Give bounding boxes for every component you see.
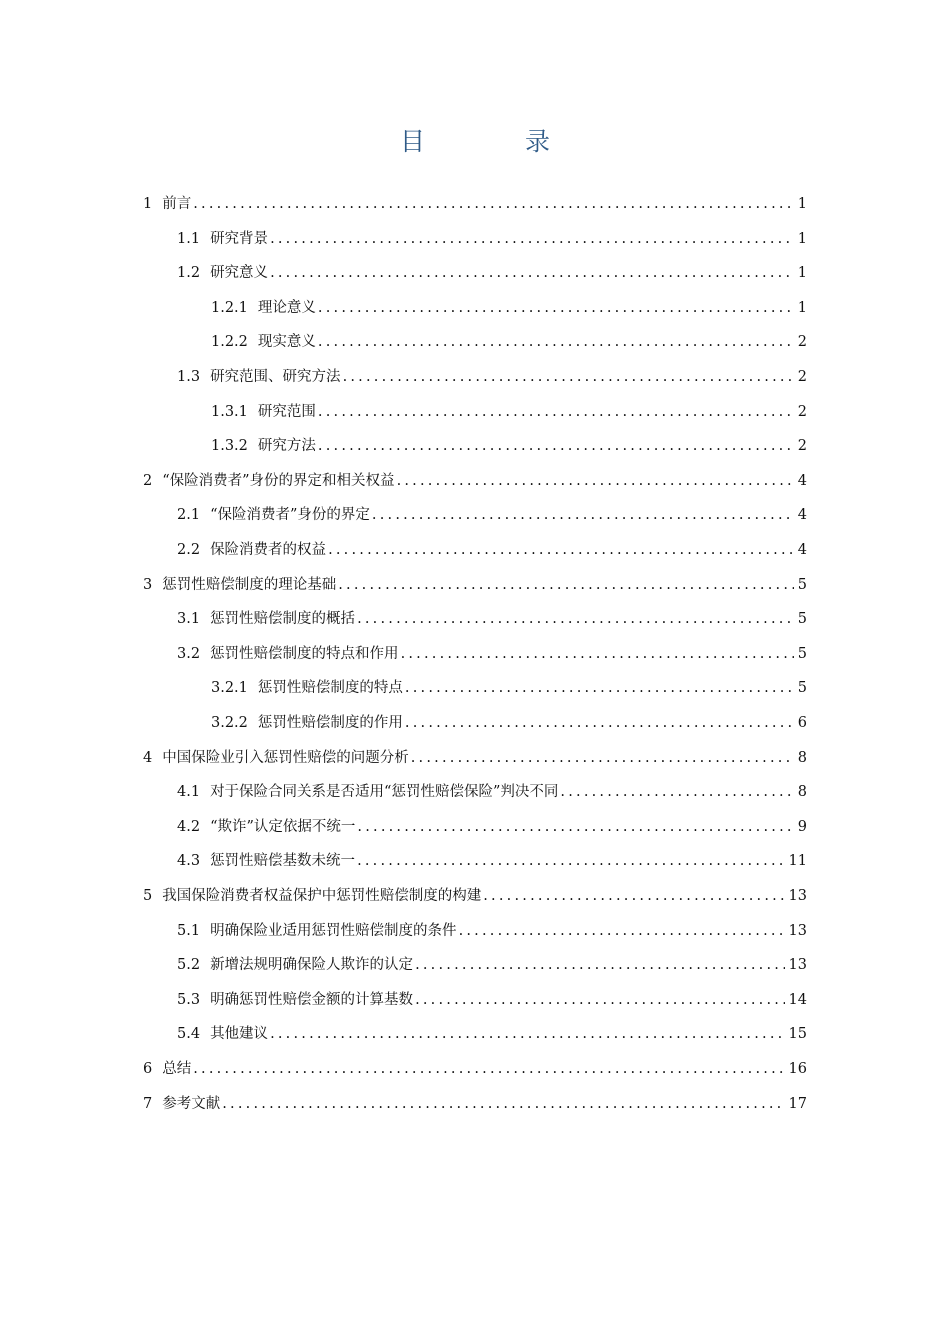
toc-entry-title: 明确惩罚性赔偿金额的计算基数 <box>210 991 414 1008</box>
toc-entry-title: 惩罚性赔偿制度的理论基础 <box>162 576 337 593</box>
toc-entry-number: 4 <box>143 749 153 766</box>
toc-dot-leader <box>415 990 784 1010</box>
toc-entry[interactable] <box>143 1052 807 1086</box>
toc-dot-leader <box>411 748 794 768</box>
toc-title: 目 录 <box>400 127 596 156</box>
toc-entry-number: 2 <box>143 472 153 489</box>
toc-entry[interactable] <box>177 533 807 567</box>
toc-entry-title: 惩罚性赔偿制度的作用 <box>257 715 403 731</box>
toc-entry-number: 1.2 <box>177 265 201 282</box>
toc-entry[interactable] <box>177 498 807 532</box>
toc-dot-leader <box>318 436 794 456</box>
toc-dot-leader <box>338 575 794 595</box>
toc-entry[interactable] <box>177 775 807 809</box>
toc-entry-page-number: 8 <box>797 784 807 801</box>
toc-entry-title: 现实意义 <box>257 334 316 351</box>
toc-entry-page-number: 13 <box>788 957 807 974</box>
toc-entry[interactable] <box>211 395 807 429</box>
toc-dot-leader <box>415 955 784 975</box>
toc-entry-page-number: 8 <box>797 749 807 766</box>
toc-entry[interactable] <box>143 464 807 498</box>
toc-entry-number: 1.3 <box>177 369 201 385</box>
toc-entry-number: 5.1 <box>177 922 201 939</box>
toc-entry-page-number: 1 <box>797 299 807 316</box>
toc-entry-title: 其他建议 <box>210 1026 269 1043</box>
toc-entry[interactable] <box>211 671 807 705</box>
toc-entry[interactable] <box>143 187 807 221</box>
toc-dot-leader <box>483 886 784 906</box>
toc-entry-title: 研究意义 <box>210 265 269 282</box>
toc-entry[interactable] <box>177 810 807 844</box>
toc-dot-leader <box>270 263 794 283</box>
toc-entry-title: 惩罚性赔偿制度的概括 <box>210 611 356 628</box>
toc-entry-title: 研究范围 <box>257 403 316 420</box>
toc-entry-number: 5.3 <box>177 991 201 1008</box>
toc-entry-number: 5 <box>143 888 153 904</box>
toc-entry-title: 惩罚性赔偿制度的特点 <box>257 680 403 697</box>
toc-entry[interactable] <box>177 602 807 636</box>
toc-dot-leader <box>405 678 794 698</box>
toc-entry-number: 1.2.1 <box>211 299 248 316</box>
toc-entry[interactable] <box>143 879 807 913</box>
toc-dot-leader <box>270 229 794 249</box>
toc-dot-leader <box>405 713 794 733</box>
toc-entry[interactable] <box>177 637 807 671</box>
toc-dot-leader <box>318 298 794 318</box>
toc-entry-number: 3.1 <box>177 611 201 628</box>
toc-entry-page-number: 5 <box>797 611 807 628</box>
toc-entry-page-number: 16 <box>788 1061 807 1077</box>
toc-entry-number: 1.3.1 <box>211 403 248 420</box>
toc-entry-title: 前言 <box>162 196 192 212</box>
toc-entry-number: 4.1 <box>177 784 201 801</box>
toc-entry-title: “保险消费者”身份的界定和相关权益 <box>162 472 395 489</box>
toc-entry-page-number: 9 <box>797 818 807 835</box>
toc-entry-title: 明确保险业适用惩罚性赔偿制度的条件 <box>210 922 457 939</box>
toc-entry-page-number: 4 <box>797 507 807 524</box>
toc-entry-page-number: 2 <box>797 438 807 455</box>
toc-entry-title: “保险消费者”身份的界定 <box>210 507 370 524</box>
toc-dot-leader <box>328 540 794 560</box>
toc-entry-page-number: 1 <box>797 196 807 212</box>
toc-entry[interactable] <box>177 844 807 878</box>
toc-entry-number: 4.2 <box>177 818 201 835</box>
toc-entry-title: 保险消费者的权益 <box>210 542 327 558</box>
toc-entry-number: 3.2.2 <box>211 715 248 731</box>
toc-entry[interactable] <box>177 1017 807 1051</box>
toc-entry-page-number: 2 <box>797 369 807 385</box>
toc-dot-leader <box>270 1024 784 1044</box>
toc-dot-leader <box>372 505 794 525</box>
toc-dot-leader <box>357 851 784 871</box>
toc-dot-leader <box>401 644 794 664</box>
toc-entry-title: 研究范围、研究方法 <box>210 369 341 385</box>
toc-entry-page-number: 2 <box>797 334 807 351</box>
toc-entry-number: 5.2 <box>177 957 201 974</box>
toc-entry-title: 惩罚性赔偿基数未统一 <box>210 853 356 870</box>
toc-entry[interactable] <box>143 1087 807 1121</box>
toc-entry-page-number: 4 <box>797 542 807 558</box>
toc-entry-title: 惩罚性赔偿制度的特点和作用 <box>210 645 399 662</box>
toc-entry-title: 中国保险业引入惩罚性赔偿的问题分析 <box>162 749 409 766</box>
toc-entry-page-number: 17 <box>788 1095 807 1112</box>
toc-entry[interactable] <box>177 222 807 256</box>
toc-entry-page-number: 4 <box>797 472 807 489</box>
toc-dot-leader <box>459 921 785 941</box>
toc-dot-leader <box>560 782 793 802</box>
toc-entry-title: 研究背景 <box>210 230 269 247</box>
toc-dot-leader <box>397 471 794 491</box>
toc-entry[interactable] <box>177 948 807 982</box>
toc-entry-title: 总结 <box>162 1061 192 1077</box>
toc-entry-number: 3.2 <box>177 645 201 662</box>
toc-entry-title: 新增法规明确保险人欺诈的认定 <box>210 957 414 974</box>
toc-dot-leader <box>318 332 794 352</box>
toc-dot-leader <box>193 1059 784 1079</box>
toc-entry-page-number: 5 <box>797 576 807 593</box>
toc-entry[interactable] <box>211 429 807 463</box>
toc-entry-title: “欺诈”认定依据不统一 <box>210 818 356 835</box>
toc-entry[interactable] <box>211 706 807 740</box>
toc-entry-number: 1 <box>143 196 153 212</box>
toc-dot-leader <box>318 402 794 422</box>
toc-dot-leader <box>357 609 794 629</box>
toc-dot-leader <box>357 817 793 837</box>
toc-entry-page-number: 1 <box>797 265 807 282</box>
toc-entry-page-number: 13 <box>788 922 807 939</box>
toc-entry-page-number: 13 <box>788 888 807 904</box>
toc-entry-title: 参考文献 <box>162 1095 221 1112</box>
toc-dot-leader <box>193 194 794 214</box>
toc-entry-number: 7 <box>143 1095 153 1112</box>
toc-entry-number: 2.2 <box>177 542 201 558</box>
toc-dot-leader <box>222 1094 784 1114</box>
toc-entry-title: 我国保险消费者权益保护中惩罚性赔偿制度的构建 <box>162 888 482 904</box>
toc-entry-title: 理论意义 <box>257 299 316 316</box>
toc-entry-number: 1.1 <box>177 230 201 247</box>
toc-entry-page-number: 11 <box>788 853 807 870</box>
toc-entry-number: 3.2.1 <box>211 680 248 697</box>
toc-entry-number: 1.3.2 <box>211 438 248 455</box>
toc-entry-page-number: 14 <box>788 991 807 1008</box>
toc-dot-leader <box>343 367 794 387</box>
toc-entry[interactable] <box>143 568 807 602</box>
toc-entry-number: 2.1 <box>177 507 201 524</box>
toc-entry-number: 6 <box>143 1061 153 1077</box>
toc-entry-number: 4.3 <box>177 853 201 870</box>
toc-entry-number: 5.4 <box>177 1026 201 1043</box>
toc-entry-number: 3 <box>143 576 153 593</box>
toc-entry[interactable] <box>177 983 807 1017</box>
toc-entry-page-number: 15 <box>788 1026 807 1043</box>
toc-entry[interactable] <box>177 914 807 948</box>
toc-entry[interactable] <box>177 256 807 290</box>
toc-entry-page-number: 5 <box>797 680 807 697</box>
toc-entry-page-number: 1 <box>797 230 807 247</box>
toc-entry[interactable] <box>211 291 807 325</box>
toc-entry-title: 研究方法 <box>257 438 316 455</box>
toc-entry[interactable] <box>211 325 807 359</box>
toc-entry-page-number: 5 <box>797 645 807 662</box>
toc-entry-page-number: 6 <box>797 715 807 731</box>
toc-entry-page-number: 2 <box>797 403 807 420</box>
toc-entry-number: 1.2.2 <box>211 334 248 351</box>
toc-entry-title: 对于保险合同关系是否适用“惩罚性赔偿保险”判决不同 <box>210 784 559 801</box>
toc-entry[interactable] <box>143 741 807 775</box>
toc-entry[interactable] <box>177 360 807 394</box>
